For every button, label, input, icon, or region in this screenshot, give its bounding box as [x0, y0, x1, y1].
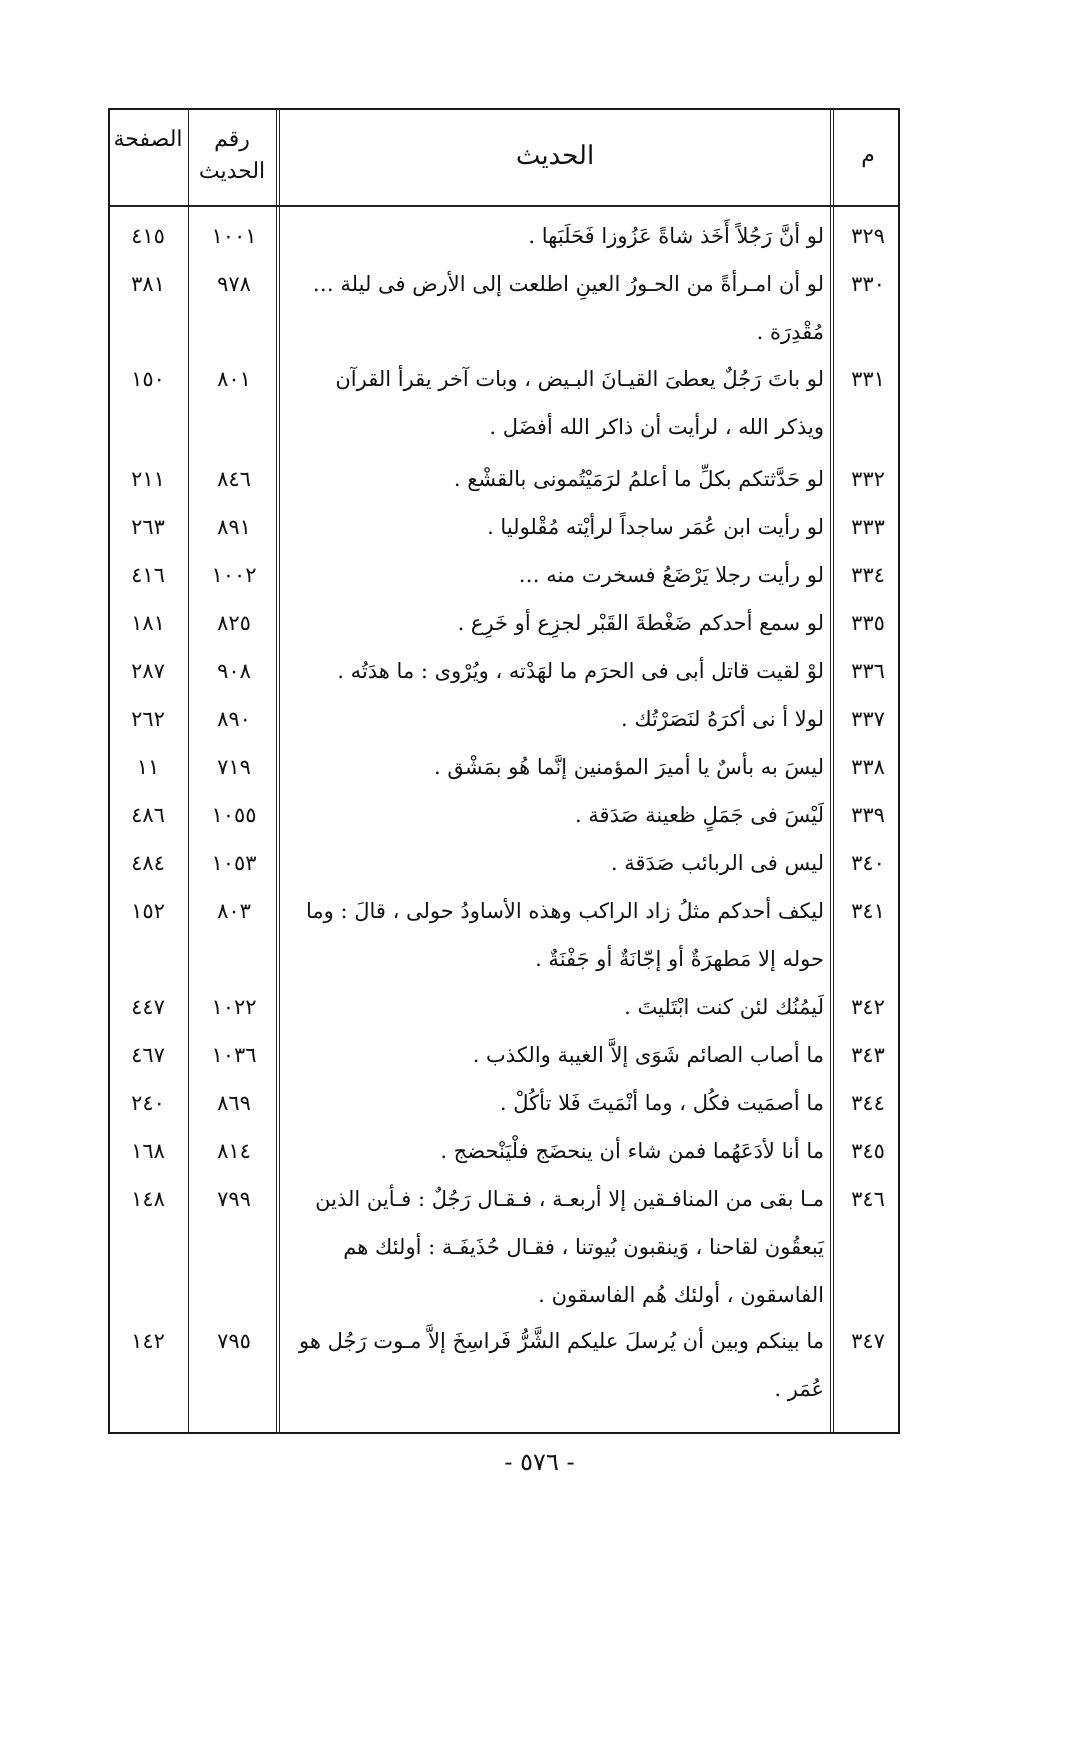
header-page: الصفحة [113, 127, 183, 152]
hadith-number: ٧٩٥ [217, 1329, 251, 1353]
hadith-number: ١٠٥٣ [211, 851, 257, 875]
page-ref: ١٥٠ [131, 367, 165, 391]
row-number: ٣٤٥ [851, 1139, 885, 1163]
row-number: ٣٣١ [851, 367, 885, 391]
row-number: ٣٤٢ [851, 995, 885, 1019]
hadith-number: ٧٩٩ [217, 1187, 251, 1211]
hadith-text: لَيْسَ فى جَمَلٍ ظعينة صَدَقة . [574, 803, 824, 827]
row-number: ٣٤١ [851, 899, 885, 923]
row-number: ٣٣٠ [851, 272, 885, 296]
hadith-number: ٨٢٥ [217, 611, 251, 635]
row-number: ٣٤٣ [851, 1043, 885, 1067]
row-number: ٣٣٣ [851, 515, 885, 539]
row-number: ٣٤٤ [851, 1091, 885, 1115]
hadith-text: لوْ لقيت قاتل أبى فى الحرَم ما لهَدْته ، ويُرْوى : ما هدَتُه . [337, 659, 824, 683]
hadith-number: ١٠٥٥ [211, 803, 257, 827]
hadith-text: لو أنَّ رَجُلاً أَخَذ شاةً عَزُوزا فَحَلَبَها . [528, 224, 824, 248]
hadith-text: ليكف أحدكم مثلُ زاد الراكب وهذه الأساودُ حولى ، قالَ : وما حوله إلا مَطهرَةٌ أو إجّانَةٌ أو جَفْنَةٌ . [305, 899, 824, 971]
page-ref: ١٤٢ [131, 1329, 165, 1353]
page-ref: ١٥٢ [131, 899, 165, 923]
hadith-number: ٨٩١ [217, 515, 251, 539]
page-number: - ٥٧٦ - [504, 1448, 575, 1476]
hadith-text: ما أنا لأدَعَهُما فمن شاء أن ينحضَج فلْيَنْحضج . [440, 1139, 824, 1163]
row-number: ٣٣٧ [851, 707, 885, 731]
rule-hadith-no-col [276, 108, 280, 1434]
page-ref: ٢٨٧ [131, 659, 165, 683]
page-ref: ٢١١ [131, 467, 165, 491]
hadith-number: ١٠٠١ [211, 224, 257, 248]
row-number: ٣٣٨ [851, 755, 885, 779]
header-hadith: الحديث [515, 141, 595, 171]
row-number: ٣٣٤ [851, 563, 885, 587]
row-number: ٣٣٩ [851, 803, 885, 827]
hadith-text: لو رأيت ابن عُمَر ساجداً لرأيْته مُقْلوليا . [487, 515, 824, 539]
page-ref: ٢٦٣ [131, 515, 165, 539]
row-number: ٣٤٧ [851, 1329, 885, 1353]
hadith-number: ٨٩٠ [217, 707, 251, 731]
page-ref: ٤٦٧ [131, 1043, 165, 1067]
hadith-text: لو سمع أحدكم ضَغْطةَ القَبْر لجزِع أو خَرِع . [457, 611, 824, 635]
page-ref: ٤٨٤ [131, 851, 165, 875]
hadith-text: لو باتَ رَجُلٌ يعطىَ القيـانَ البـيض ، وبات آخر يقرأ القرآن ويذكر الله ، لرأيت أن ذاكر الله أفضَل . [335, 367, 824, 439]
hadith-text: ما بينكم وبين أن يُرسلَ عليكم الشَّرُّ فَراسِخَ إلاَّ مـوت رَجُل هو عُمَر . [299, 1329, 824, 1401]
page-ref: ٣٨١ [131, 272, 165, 296]
hadith-text: مـا بقى من المنافـقين إلا أربعـة ، فـقـال رَجُلٌ : فـأين الذين يَبعقُون لقاحنا ، وَينقبون بُيوتنا ، فقـال حُذَيفَـة : أولئك هم الفاسقون ، أولئك هُم الفاسقون . [315, 1187, 824, 1307]
rule-num-col [830, 108, 834, 1434]
row-number: ٣٤٦ [851, 1187, 885, 1211]
page-ref: ١١ [136, 755, 160, 779]
hadith-number: ٩٧٨ [217, 272, 251, 296]
row-number: ٣٤٠ [851, 851, 885, 875]
page-ref: ٢٦٢ [131, 707, 165, 731]
hadith-number: ١٠٢٢ [211, 995, 257, 1019]
hadith-number: ٩٠٨ [217, 659, 251, 683]
header-rule [108, 205, 900, 207]
page-ref: ٤٤٧ [131, 995, 165, 1019]
page-ref: ١٦٨ [131, 1139, 165, 1163]
hadith-text: لولا أ نى أكرَهُ لنَصَرْتُك . [621, 707, 824, 731]
hadith-text: لو رأيت رجلا يَرْضَعُ فسخرت منه … [518, 563, 824, 587]
header-num: م [861, 143, 875, 168]
rule-page-col [188, 108, 189, 1434]
hadith-text: ليسَ به بأسٌ يا أميرَ المؤمنين إنَّما هُو بمَشْق . [434, 755, 824, 779]
row-number: ٣٣٢ [851, 467, 885, 491]
hadith-number: ٧١٩ [217, 755, 251, 779]
hadith-number: ١٠٠٢ [211, 563, 257, 587]
hadith-text: لو أن امـرأةً من الحـورُ العينِ اطلعت إلى الأرض فى ليلة … مُقْدِرَة . [312, 272, 824, 344]
hadith-text: لو حَدَّثتكم بكلِّ ما أعلمُ لرَمَيْتُمونى بالقشْع . [453, 467, 824, 491]
page-ref: ١٤٨ [131, 1187, 165, 1211]
row-number: ٣٢٩ [851, 224, 885, 248]
hadith-text: ليس فى الربائب صَدَقة . [610, 851, 824, 875]
hadith-number: ٨٠١ [217, 367, 251, 391]
hadith-number: ١٠٣٦ [211, 1043, 257, 1067]
hadith-number: ٨٦٩ [217, 1091, 251, 1115]
page-ref: ٤١٦ [131, 563, 165, 587]
header-hadith-no: رقم الحديث [198, 127, 266, 184]
row-number: ٣٣٦ [851, 659, 885, 683]
page-ref: ٢٤٠ [131, 1091, 165, 1115]
hadith-text: لَيمُنُك لئن كنت ابْتَليتَ . [624, 995, 824, 1019]
hadith-number: ٨٠٣ [217, 899, 251, 923]
hadith-text: ما أصمَيت فكُل ، وما أنْمَيتَ فَلا تأكُلْ . [499, 1091, 824, 1115]
page-ref: ١٨١ [131, 611, 165, 635]
hadith-number: ٨١٤ [217, 1139, 251, 1163]
page-ref: ٤٨٦ [131, 803, 165, 827]
row-number: ٣٣٥ [851, 611, 885, 635]
hadith-number: ٨٤٦ [217, 467, 251, 491]
hadith-text: ما أصاب الصائم شَوَى إلاَّ الغيبة والكذب . [472, 1043, 824, 1067]
page-ref: ٤١٥ [131, 224, 165, 248]
